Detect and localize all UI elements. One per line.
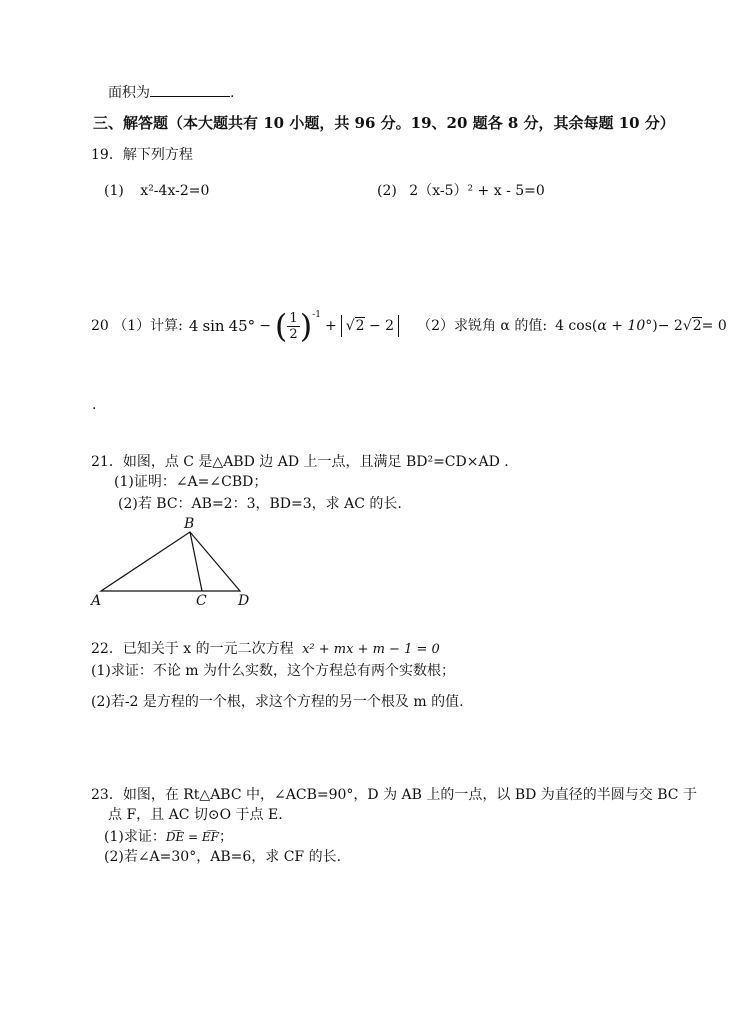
q21-triangle-figure — [85, 515, 265, 610]
label-c: C — [196, 593, 207, 609]
q20-line — [91, 304, 727, 348]
triangle-abd — [101, 532, 240, 591]
q20-abs-rad: 2 — [355, 318, 365, 334]
q19-part2-label: (2) — [377, 183, 397, 199]
q19-part1 — [104, 182, 209, 200]
q20-part2-rp: ) — [652, 318, 658, 334]
q20-exp: -1 — [312, 310, 321, 320]
answer-blank — [150, 83, 230, 97]
q20-angle: 45° — [228, 317, 256, 335]
q23-part1-end: ； — [219, 829, 233, 845]
q22-title-text: 22．已知关于 x 的一元二次方程 — [91, 641, 294, 657]
q20-frac-num: 1 — [289, 310, 298, 326]
q20-part2-lp: ( — [591, 318, 598, 334]
q21-part1: (1)证明：∠A=∠CBD； — [114, 474, 268, 490]
section3-heading: 三、解答题（本大题共有 10 小题，共 96 分。19、20 题各 8 分，其余每题 10 分） — [93, 114, 675, 132]
label-d: D — [238, 593, 250, 609]
q20-part2-rest2: = 0 — [701, 318, 727, 334]
q20-abs: √2 − 2 — [341, 315, 399, 337]
q19-part1-eq: x²-4x-2=0 — [140, 183, 210, 199]
q20-coef: 4 — [188, 317, 199, 335]
q20-part2-rest1: − 2 — [657, 318, 683, 334]
q18-tail — [108, 83, 234, 102]
stray-dot: . — [92, 397, 97, 413]
q22-eq: x² + mx + m − 1 = 0 — [302, 642, 440, 657]
q20-abs-rest: − 2 — [364, 318, 395, 334]
q22-title — [91, 640, 440, 659]
q19-part2 — [377, 182, 545, 200]
q22-part1: (1)求证：不论 m 为什么实数，这个方程总有两个实数根； — [91, 663, 456, 679]
q20-part2-coef: 4 cos — [555, 318, 592, 334]
q23-part1-math: D͡E = E͡F — [165, 830, 219, 844]
q21-title: 21．如图，点 C 是△ABD 边 AD 上一点，且满足 BD²=CD×AD . — [91, 454, 509, 470]
q19-part2-eq: 2（x-5）² + x - 5=0 — [409, 183, 545, 199]
q20-plus: + — [324, 318, 337, 334]
q20-paren-left: ( — [274, 307, 288, 345]
q20-part2-sqrt: √2 — [682, 318, 702, 334]
q20-part2-arg: α + 10° — [597, 318, 653, 334]
q20-frac-den: 2 — [289, 326, 298, 342]
q22-part2: (2)若-2 是方程的一个根，求这个方程的另一个根及 m 的值. — [91, 694, 464, 710]
q23-title-line2: 点 F，且 AC 切⊙O 于点 E. — [108, 807, 283, 823]
q21-part2: (2)若 BC：AB=2：3，BD=3，求 AC 的长. — [118, 496, 402, 512]
q20-sin: sin — [202, 317, 225, 335]
segment-bc — [190, 532, 202, 591]
q20-label: 20 （1）计算: — [91, 318, 183, 334]
q20-part2-label: （2）求锐角 α 的值: — [417, 318, 548, 334]
q20-fraction — [287, 311, 299, 342]
q19-part1-label: (1) — [104, 183, 124, 199]
q18-tail-text: 面积为 — [108, 85, 150, 101]
q20-part2-rad: 2 — [692, 318, 702, 334]
q18-tail-end: . — [230, 85, 235, 101]
q23-part1 — [104, 828, 233, 846]
q20-paren-right: ) — [299, 307, 313, 345]
label-a: A — [91, 593, 102, 609]
q19-title: 19．解下列方程 — [91, 147, 193, 163]
q23-title-line1: 23．如图，在 Rt△ABC 中，∠ACB=90°，D 为 AB 上的一点，以 BD 为直径的半圆与交 BC 于 — [91, 787, 697, 803]
q20-minus: − — [259, 318, 271, 334]
q23-part1-pre: (1)求证： — [104, 829, 166, 845]
q23-part2: (2)若∠A=30°，AB=6，求 CF 的长. — [104, 849, 342, 865]
label-b: B — [184, 516, 195, 532]
